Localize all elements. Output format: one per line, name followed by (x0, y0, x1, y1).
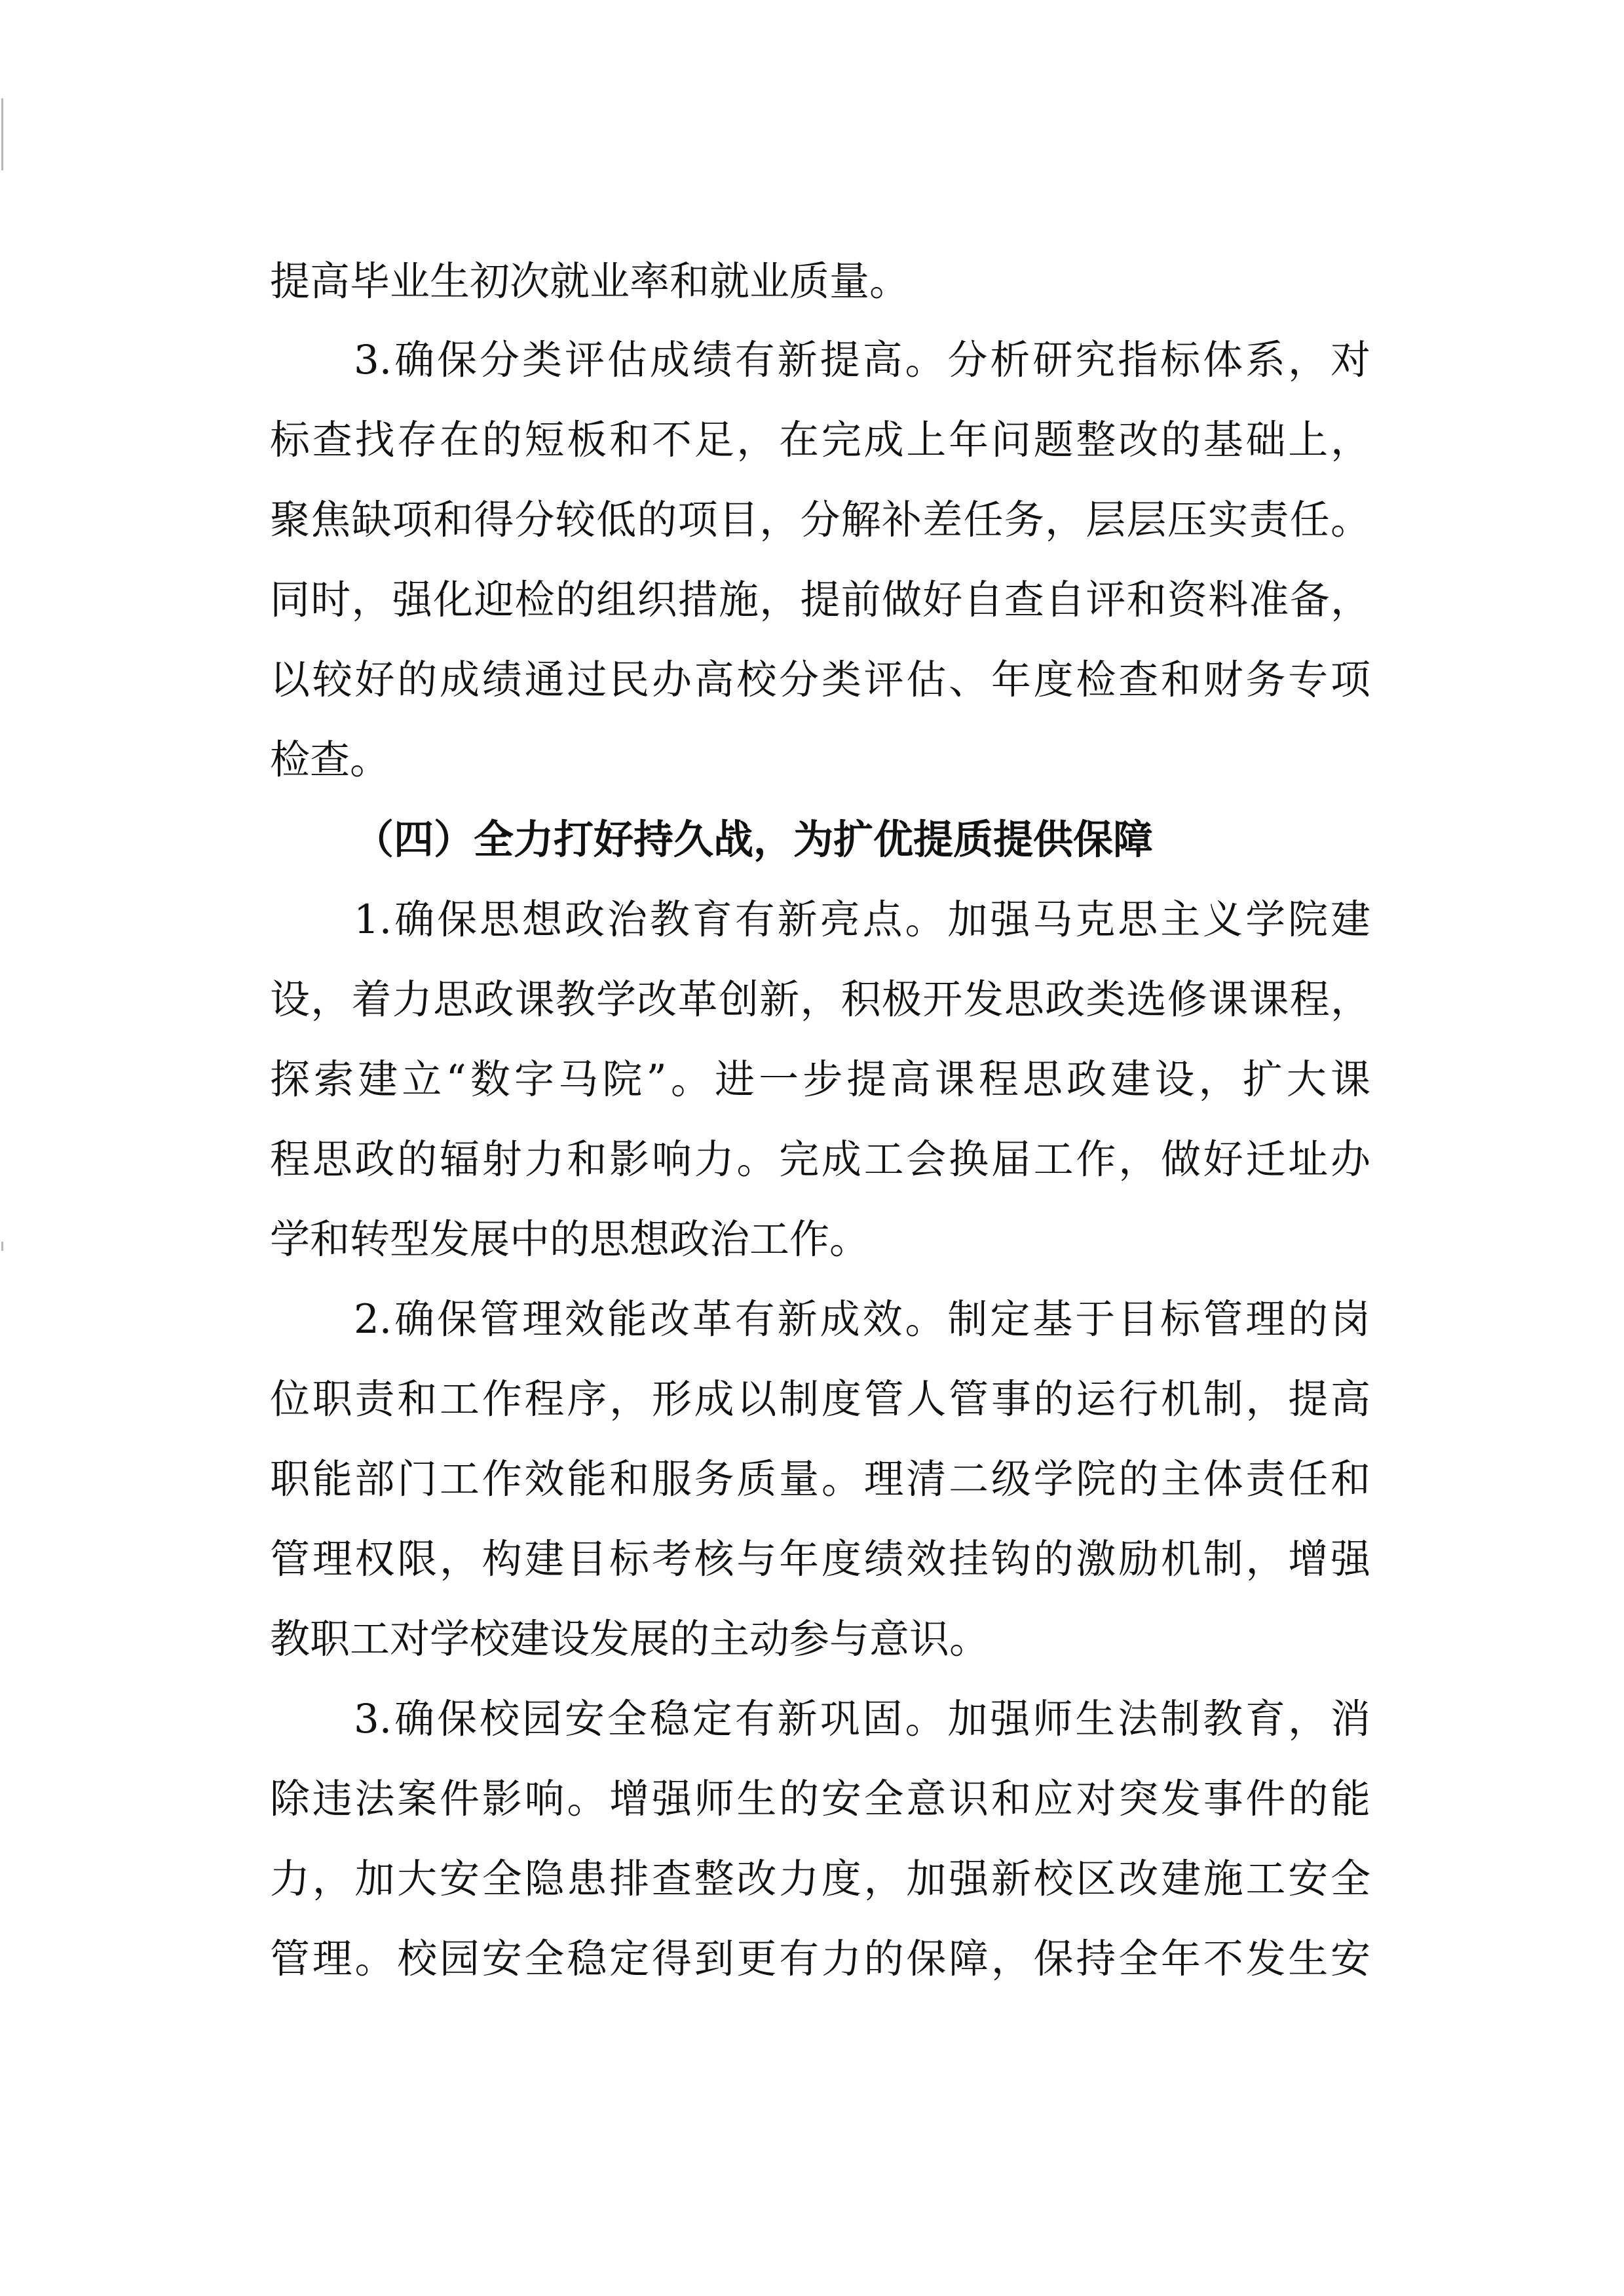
paragraph-line: 提高毕业生初次就业率和就业质量。 (270, 258, 910, 305)
paragraph-line: 1.确保思想政治教育有新亮点。加强马克思主义学院建 (354, 896, 1370, 943)
paragraph-line: 检查。 (270, 737, 390, 783)
paragraph-line: 管理。校园安全稳定得到更有力的保障，保持全年不发生安 (270, 1936, 1370, 1982)
paragraph-line: 2.确保管理效能改革有新成效。制定基于目标管理的岗 (354, 1296, 1370, 1343)
paragraph-line: 3.确保分类评估成绩有新提高。分析研究指标体系，对 (354, 337, 1370, 383)
paragraph-line: 职能部门工作效能和服务质量。理清二级学院的主体责任和 (270, 1456, 1370, 1502)
section-heading: （四）全力打好持久战，为扩优提质提供保障 (354, 816, 1154, 863)
paragraph-line: 力，加大安全隐患排查整改力度，加强新校区改建施工安全 (270, 1856, 1370, 1902)
paragraph-line: 以较好的成绩通过民办高校分类评估、年度检查和财务专项 (270, 657, 1370, 703)
paragraph-line: 设，着力思政课教学改革创新，积极开发思政类选修课课程， (270, 976, 1370, 1023)
paragraph-line: 教职工对学校建设发展的主动参与意识。 (270, 1616, 990, 1662)
paragraph-line: 程思政的辐射力和影响力。完成工会换届工作，做好迁址办 (270, 1136, 1370, 1183)
paragraph-line: 学和转型发展中的思想政治工作。 (270, 1216, 870, 1263)
paragraph-line: 除违法案件影响。增强师生的安全意识和应对突发事件的能 (270, 1776, 1370, 1822)
paragraph-line: 聚焦缺项和得分较低的项目，分解补差任务，层层压实责任。 (270, 497, 1370, 543)
scan-mark (1, 98, 3, 170)
paragraph-line: 3.确保校园安全稳定有新巩固。加强师生法制教育，消 (354, 1696, 1370, 1742)
paragraph-line: 标查找存在的短板和不足，在完成上年问题整改的基础上， (270, 417, 1370, 463)
paragraph-line: 位职责和工作程序，形成以制度管人管事的运行机制，提高 (270, 1376, 1370, 1423)
paragraph-line: 同时，强化迎检的组织措施，提前做好自查自评和资料准备， (270, 577, 1370, 623)
paragraph-line: 探索建立“数字马院”。进一步提高课程思政建设，扩大课 (270, 1056, 1370, 1103)
scan-mark (1, 1242, 3, 1251)
paragraph-line: 管理权限，构建目标考核与年度绩效挂钩的激励机制，增强 (270, 1536, 1370, 1582)
